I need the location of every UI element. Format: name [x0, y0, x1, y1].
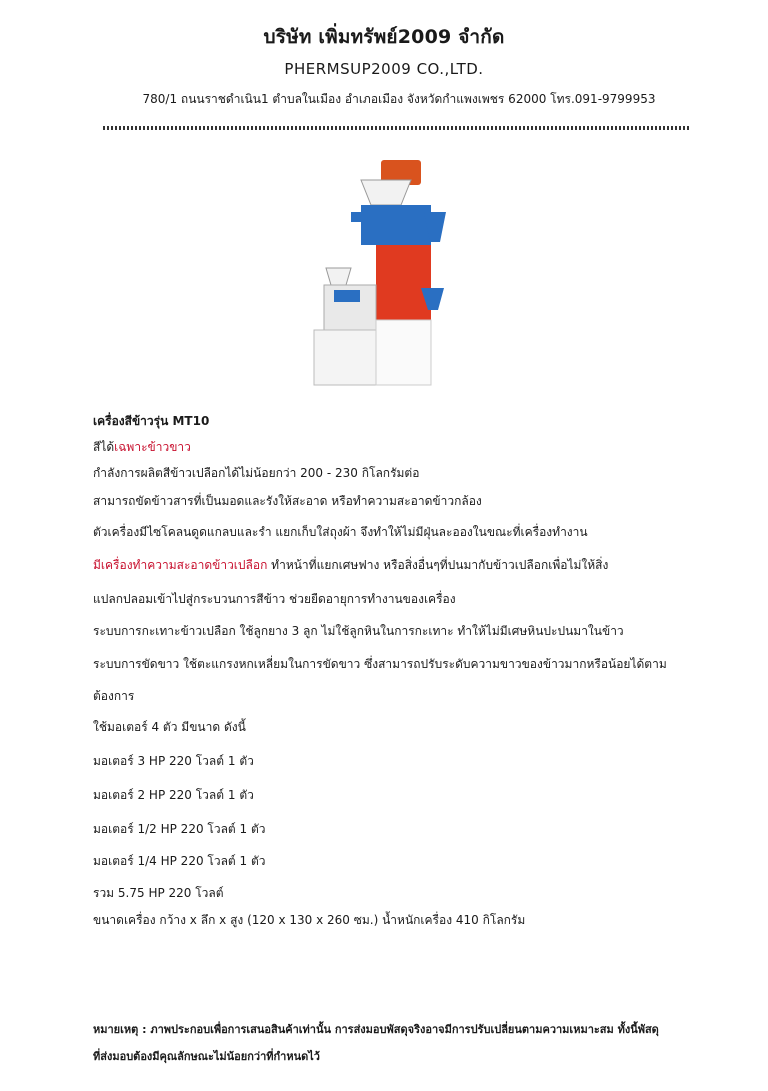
header-divider — [103, 126, 691, 130]
model-name: เครื่องสีข้าวรุ่น MT10 — [93, 414, 210, 428]
motor-item: มอเตอร์ 3 HP 220 โวลต์ 1 ตัว — [93, 754, 254, 768]
mill-type — [93, 438, 191, 457]
rice-mill-machine-image — [306, 150, 446, 390]
polisher-motor — [334, 290, 360, 302]
red-cabinet — [376, 245, 431, 320]
machine-size: ขนาดเครื่อง กว้าง x ลึก x สูง (120 x 130 x 260 ซม.) น้ำหนักเครื่อง 410 กิโลกรัม — [93, 913, 526, 927]
motor-item: มอเตอร์ 2 HP 220 โวลต์ 1 ตัว — [93, 788, 254, 802]
motor-item: มอเตอร์ 1/2 HP 220 โวลต์ 1 ตัว — [93, 822, 266, 836]
capacity-text: กำลังการผลิตสีข้าวเปลือกได้ไม่น้อยกว่า 200 - 230 กิโลกรัมต่อ — [93, 466, 420, 480]
husker-side — [351, 212, 365, 222]
company-name-thai: บริษัท เพิ่มทรัพย์2009 จำกัด — [263, 26, 505, 48]
cleaner-highlight: มีเครื่องทำความสะอาดข้าวเปลือก — [93, 558, 268, 572]
remark-line-1: หมายเหตุ : ภาพประกอบเพื่อการเสนอสินค้าเท่านั้น การส่งมอบพัสดุจริงอาจมีการปรับเปลี่ยนตามความเหมาะสม ทั้งนี้พัสดุ — [93, 1023, 659, 1036]
mill-type-highlight: เฉพาะข้าวขาว — [114, 440, 191, 454]
cleaner-rest: ทำหน้าที่แยกเศษฟาง หรือสิ่งอื่นๆที่ปนมากับข้าวเปลือกเพื่อไม่ให้สิ่ง — [267, 558, 609, 572]
cabinet-base — [376, 320, 431, 385]
whitening-continuation: ต้องการ — [93, 689, 135, 703]
company-address: 780/1 ถนนราชดำเนิน1 ตำบลในเมือง อำเภอเมือง จังหวัดกำแพงเพชร 62000 โทร.091-9799953 — [142, 92, 656, 106]
company-name-english: PHERMSUP2009 CO.,LTD. — [284, 60, 484, 78]
polish-text: สามารถขัดข้าวสารที่เป็นมอดและรังให้สะอาด หรือทำความสะอาดข้าวกล้อง — [93, 494, 482, 508]
cleaner-text — [93, 556, 608, 575]
polisher-hopper — [326, 268, 351, 285]
mill-type-prefix: สีได้ — [93, 440, 115, 454]
cyclone-text: ตัวเครื่องมีไซโคลนดูดแกลบและรำ แยกเก็บใส่ถุงผ้า จึงทำให้ไม่มีฝุ่นละอองในขณะที่เครื่องทำงาน — [93, 525, 588, 539]
letterhead — [0, 24, 768, 108]
total-power: รวม 5.75 HP 220 โวลต์ — [93, 886, 224, 900]
motor-item: มอเตอร์ 1/4 HP 220 โวลต์ 1 ตัว — [93, 854, 266, 868]
husker-body — [361, 205, 431, 245]
cleaner-continuation: แปลกปลอมเข้าไปสู่กระบวนการสีข้าว ช่วยยืดอายุการทำงานของเครื่อง — [93, 592, 456, 606]
whitening-text: ระบบการขัดขาว ใช้ตะแกรงหกเหลี่ยมในการขัดขาว ซึ่งสามารถปรับระดับความขาวของข้าวมากหรือน้อยได้ตาม — [93, 657, 667, 671]
husking-text: ระบบการกะเทาะข้าวเปลือก ใช้ลูกยาง 3 ลูก ไม่ใช้ลูกหินในการกะเทาะ ทำให้ไม่มีเศษหินปะปนมาในข้าว — [93, 624, 624, 638]
remark-line-2: ที่ส่งมอบต้องมีคุณลักษณะไม่น้อยกว่าที่กำหนดไว้ — [93, 1050, 320, 1063]
motors-title: ใช้มอเตอร์ 4 ตัว มีขนาด ดังนี้ — [93, 720, 246, 734]
top-hopper — [361, 180, 411, 205]
